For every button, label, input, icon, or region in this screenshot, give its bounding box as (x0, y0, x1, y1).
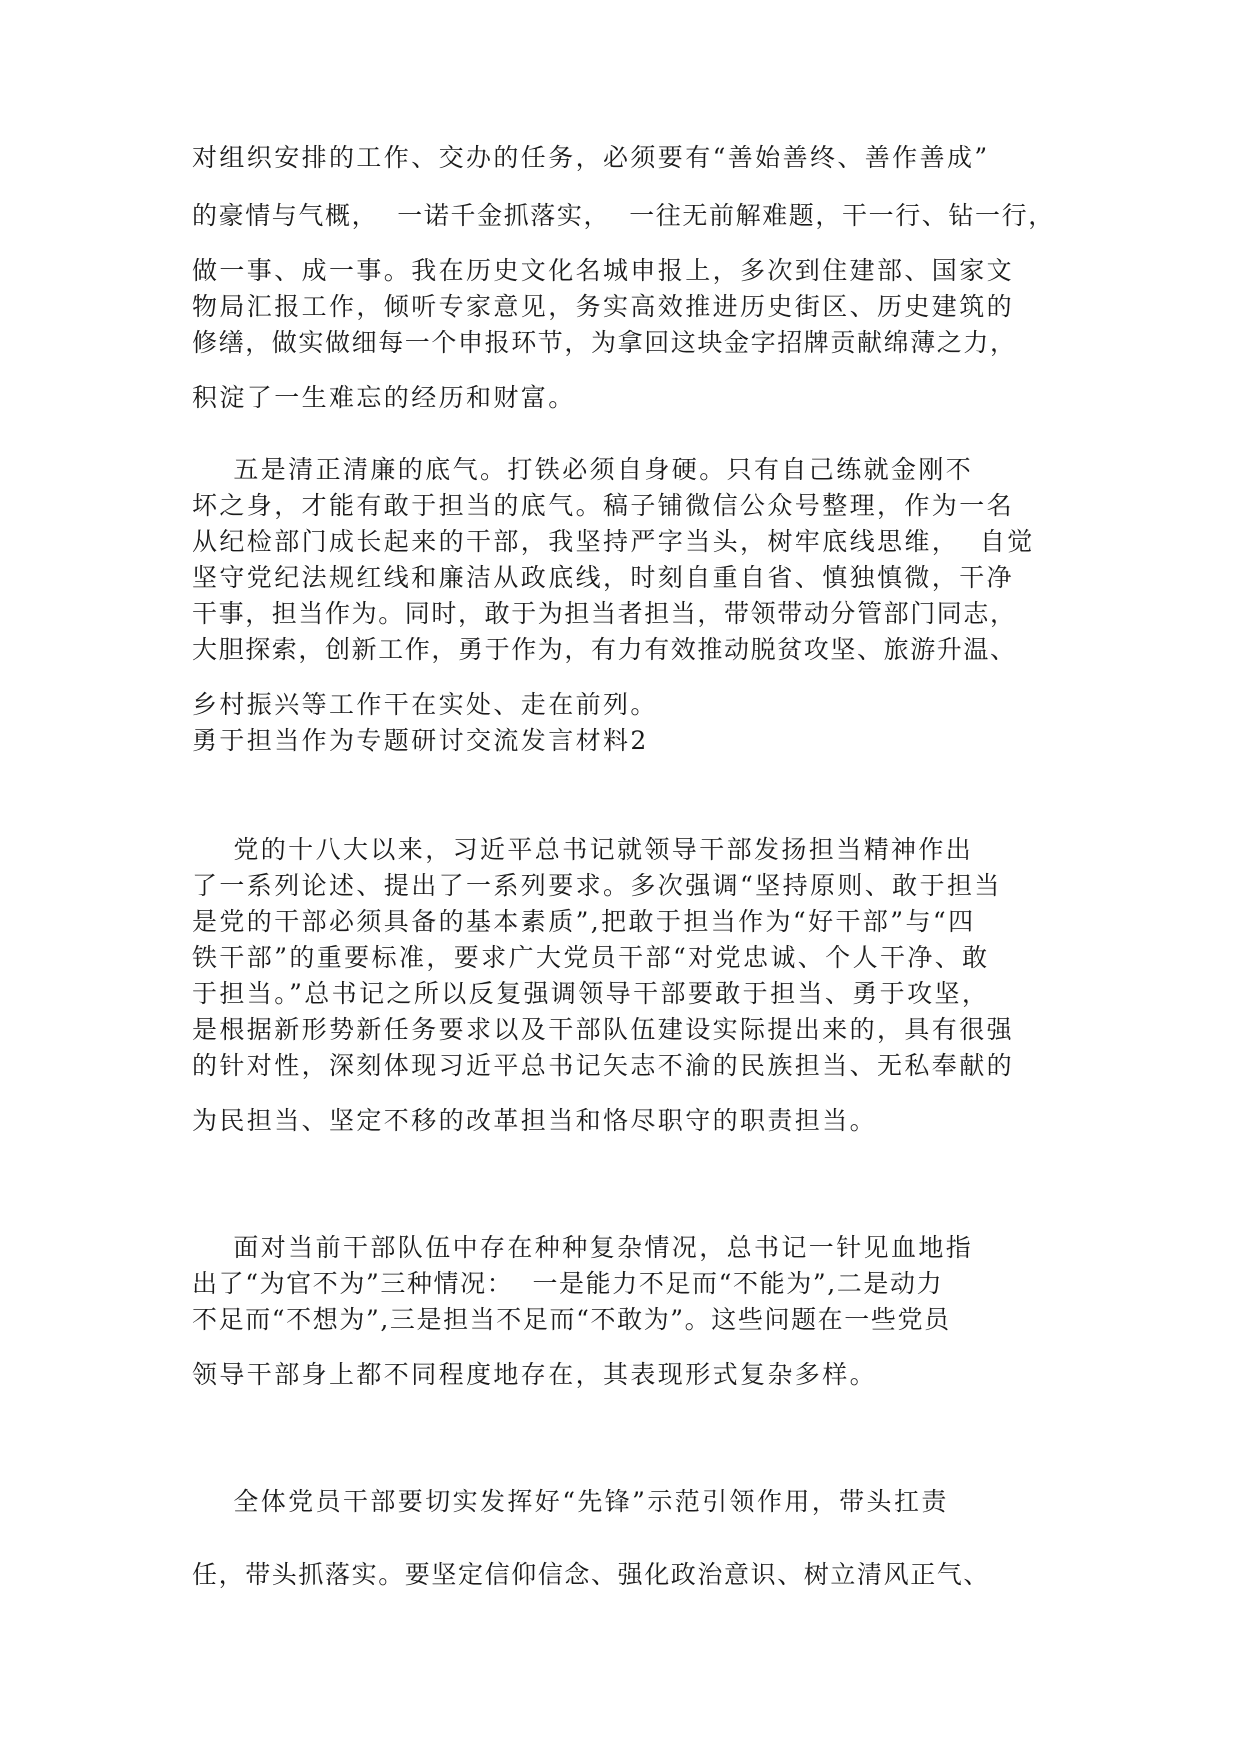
section-heading: 勇于担当作为专题研讨交流发言材料2 (192, 726, 649, 755)
text-line-24: 出了“为官不为”三种情况： 一是能力不足而“不能为”,二是动力 (192, 1269, 944, 1298)
text-line-15: 党的十八大以来，习近平总书记就领导干部发扬担当精神作出 (192, 835, 974, 864)
text-line-5: 修缮，做实做细每一个申报环节，为拿回这块金字招牌贡献绵薄之力， (192, 328, 1017, 357)
text-line-10: 坚守党纪法规红线和廉洁从政底线，时刻自重自省、慎独慎微，干净 (192, 563, 1015, 592)
text-line-20: 是根据新形势新任务要求以及干部队伍建设实际提出来的，具有很强 (192, 1015, 1015, 1044)
text-line-11: 干事，担当作为。同时，敢于为担当者担当，带领带动分管部门同志， (192, 599, 1017, 628)
text-line-22: 为民担当、坚定不移的改革担当和恪尽职守的职责担当。 (192, 1106, 878, 1135)
text-line-7: 五是清正清廉的底气。打铁必须自身硬。只有自己练就金刚不 (192, 455, 974, 484)
text-line-28: 任，带头抓落实。要坚定信仰信念、强化政治意识、树立清风正气、 (192, 1560, 991, 1589)
text-line-26: 领导干部身上都不同程度地存在，其表现形式复杂多样。 (192, 1360, 878, 1389)
text-line-27: 全体党员干部要切实发挥好“先锋”示范引领作用，带头扛责 (192, 1487, 949, 1516)
text-line-2: 的豪情与气概， 一诺千金抓落实， 一往无前解难题，干一行、钻一行， (192, 201, 1055, 230)
text-line-18: 铁干部”的重要标准，要求广大党员干部“对党忠诚、个人干净、敢 (192, 943, 990, 972)
text-line-16: 了一系列论述、提出了一系列要求。多次强调“坚持原则、敢于担当 (192, 871, 1002, 900)
text-line-19: 于担当。”总书记之所以反复强调领导干部要敢于担当、勇于攻坚， (192, 979, 990, 1008)
text-line-8: 坏之身，才能有敢于担当的底气。稿子铺微信公众号整理，作为一名 (192, 491, 1015, 520)
text-line-1: 对组织安排的工作、交办的任务，必须要有“善始善终、善作善成” (192, 143, 990, 172)
text-line-25: 不足而“不想为”,三是担当不足而“不敢为”。这些问题在一些党员 (192, 1305, 951, 1334)
text-line-12: 大胆探索，创新工作，勇于作为，有力有效推动脱贫攻坚、旅游升温、 (192, 635, 1017, 664)
text-line-3: 做一事、成一事。我在历史文化名城申报上，多次到住建部、国家文 (192, 256, 1015, 285)
text-line-13: 乡村振兴等工作干在实处、走在前列。 (192, 690, 658, 719)
text-line-17: 是党的干部必须具备的基本素质”,把敢于担当作为“好干部”与“四 (192, 907, 976, 936)
text-line-6: 积淀了一生难忘的经历和财富。 (192, 383, 576, 412)
text-line-21: 的针对性，深刻体现习近平总书记矢志不渝的民族担当、无私奉献的 (192, 1051, 1015, 1080)
text-line-9: 从纪检部门成长起来的干部，我坚持严字当头，树牢底线思维， 自觉 (192, 527, 1035, 556)
text-line-23: 面对当前干部队伍中存在种种复杂情况，总书记一针见血地指 (192, 1233, 974, 1262)
text-line-4: 物局汇报工作，倾听专家意见，务实高效推进历史街区、历史建筑的 (192, 292, 1015, 321)
